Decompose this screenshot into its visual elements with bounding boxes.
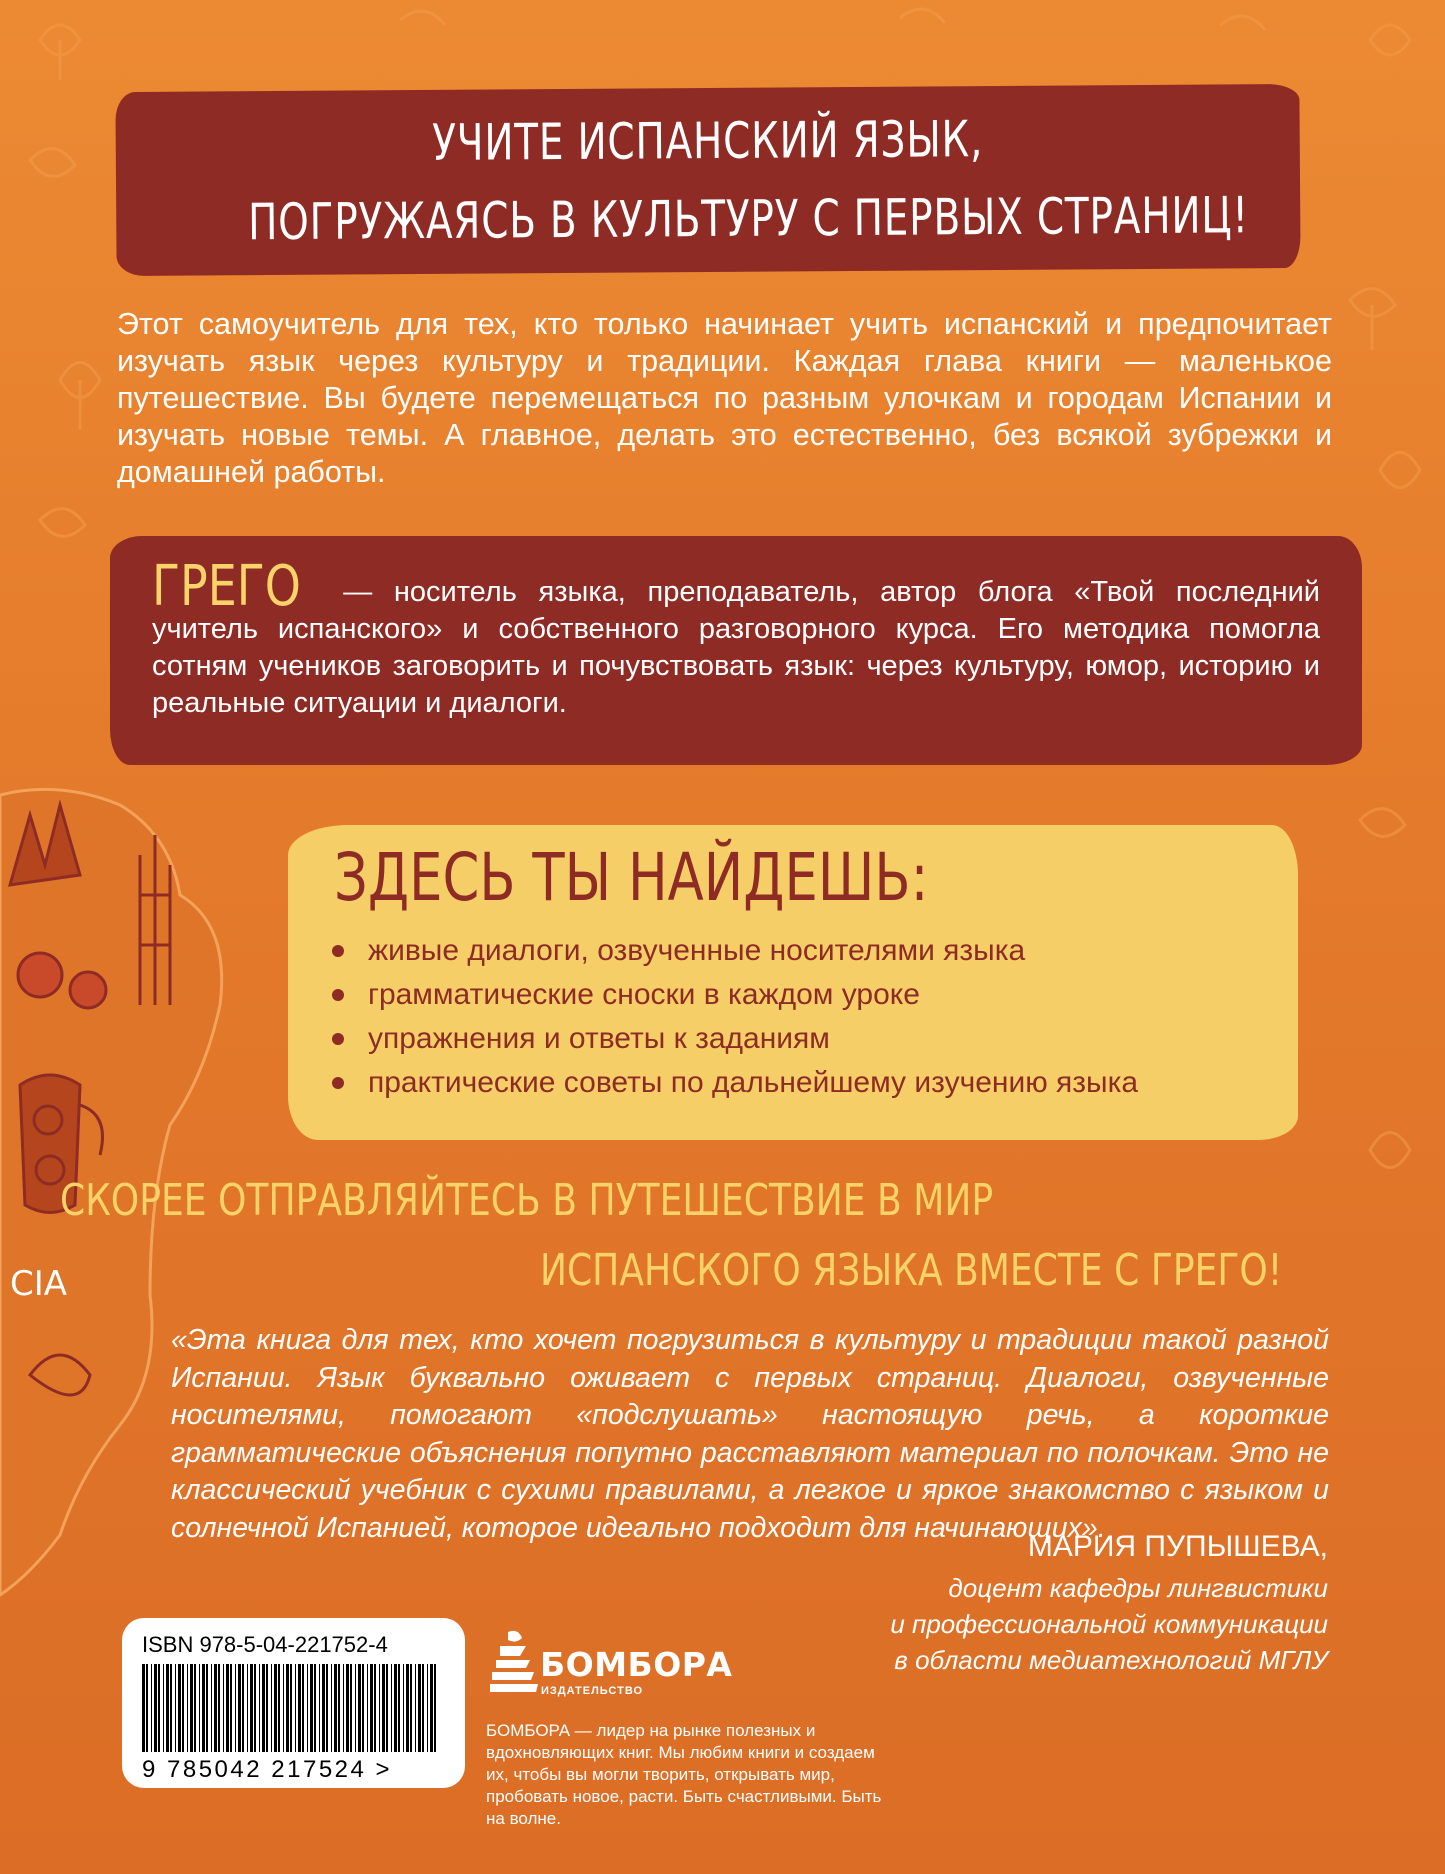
barcode-bar — [343, 1664, 344, 1752]
barcode-bar — [175, 1664, 176, 1752]
author-name: ГРЕГО — [152, 554, 301, 619]
features-box — [288, 825, 1298, 1140]
barcode-bar — [430, 1664, 433, 1752]
headline-line-2: ПОГРУЖАЯСЬ В КУЛЬТУРУ С ПЕРВЫХ СТРАНИЦ! — [247, 186, 1249, 252]
bombora-logo-icon — [490, 1628, 540, 1698]
barcode-bar — [295, 1664, 296, 1752]
barcode-bar — [374, 1664, 376, 1752]
list-item — [332, 929, 1138, 973]
barcode-bar — [182, 1664, 184, 1752]
barcode-bar — [190, 1664, 193, 1752]
barcode-bar — [178, 1664, 181, 1752]
barcode-bar — [415, 1664, 416, 1752]
barcode-bar — [310, 1664, 313, 1752]
feature-text: грамматические сноски в каждом уроке — [368, 978, 920, 1011]
barcode-bar — [370, 1664, 373, 1752]
call-to-action-line-1: СКОРЕЕ ОТПРАВЛЯЙТЕСЬ В ПУТЕШЕСТВИЕ В МИР — [60, 1175, 994, 1226]
barcode-bar — [322, 1664, 325, 1752]
call-to-action-line-2: ИСПАНСКОГО ЯЗЫКА ВМЕСТЕ С ГРЕГО! — [540, 1245, 1283, 1296]
barcode-bar — [422, 1664, 424, 1752]
reviewer-name: МАРИЯ ПУПЫШЕВА, — [1027, 1530, 1328, 1563]
barcode-bar — [266, 1664, 268, 1752]
barcode-bar — [286, 1664, 289, 1752]
barcode-bar — [146, 1664, 148, 1752]
author-banner — [112, 538, 1360, 763]
barcode-bar — [194, 1664, 196, 1752]
barcode-bar — [158, 1664, 160, 1752]
barcode-bar — [242, 1664, 244, 1752]
barcode-bar — [298, 1664, 301, 1752]
barcode-bar — [331, 1664, 332, 1752]
reviewer-role-line: и профессиональной коммуникации — [890, 1609, 1328, 1639]
barcode-bar — [271, 1664, 272, 1752]
bullet-icon — [332, 945, 344, 957]
headline-line-1: УЧИТЕ ИСПАНСКИЙ ЯЗЫК, — [432, 110, 984, 172]
barcode-bar — [223, 1664, 224, 1752]
barcode-bar — [398, 1664, 400, 1752]
intro-paragraph: Этот самоучитель для тех, кто только начинает учить испанский и предпочитает изучать язык через культуру и традиции. Каждая глава книги — маленькое путешествие. Вы будете перемещаться по разным улочкам и городам Испании и изучать новые темы. А главное, делать это естественно, без всякой зубрежки и домашней работы. — [117, 307, 1332, 489]
barcode-bar — [379, 1664, 380, 1752]
barcode-bar — [338, 1664, 340, 1752]
barcode-bar — [170, 1664, 172, 1752]
barcode-bar — [247, 1664, 248, 1752]
publisher-subtitle: ИЗДАТЕЛЬСТВО — [541, 1685, 644, 1697]
barcode-bar — [386, 1664, 388, 1752]
barcode-bar — [355, 1664, 356, 1752]
review-quote: «Эта книга для тех, кто хочет погрузиться в культуру и традиции такой разной Испании. Язык буквально оживает с первых страниц. Диалоги, озвученные носителями, помогают «подслушать» настоящую речь, а короткие грамматические объяснения попутно расставляют материал по полочкам. Это не классический учебник с сухими правилами, а легкое и яркое знакомство с языком и солнечной Испанией, которое идеально подходит для начинающих». — [171, 1324, 1329, 1544]
barcode-bar — [235, 1664, 236, 1752]
author-bio-text: — носитель языка, преподаватель, автор блога «Твой последний учитель испанского» и собственного разговорного курса. Его методика помогла сотням учеников заговорить и почувствовать язык: через культуру, юмор, историю и реальные ситуации и диалоги. — [152, 576, 1320, 719]
barcode-bar — [403, 1664, 404, 1752]
author-bio — [152, 554, 1320, 722]
feature-text: практические советы по дальнейшему изучению языка — [368, 1066, 1139, 1099]
barcode-number: 9 785042 217524 > — [142, 1756, 393, 1783]
barcode-bar — [254, 1664, 256, 1752]
barcode-bar — [346, 1664, 349, 1752]
reviewer-role — [890, 1570, 1328, 1678]
barcode-bar — [202, 1664, 205, 1752]
feature-text: живые диалоги, озвученные носителями языка — [368, 934, 1026, 967]
barcode-bar — [427, 1664, 428, 1752]
bullet-icon — [332, 989, 344, 1001]
features-title: ЗДЕСЬ ТЫ НАЙДЕШЬ: — [334, 839, 929, 916]
barcode-bar — [410, 1664, 412, 1752]
barcode-bar — [199, 1664, 200, 1752]
barcode-bar — [334, 1664, 337, 1752]
bullet-icon — [332, 1033, 344, 1045]
barcode-bar — [278, 1664, 280, 1752]
barcode-bar — [290, 1664, 292, 1752]
barcode-bar — [262, 1664, 265, 1752]
reviewer-role-line: доцент кафедры лингвистики — [948, 1573, 1328, 1603]
bullet-icon — [332, 1077, 344, 1089]
isbn-text: ISBN 978-5-04-221752-4 — [142, 1632, 388, 1657]
barcode-bar — [283, 1664, 284, 1752]
barcode-bar — [214, 1664, 217, 1752]
list-item — [332, 1017, 1138, 1061]
publisher-name: БОМБОРА — [540, 1645, 733, 1684]
headline-banner — [117, 86, 1298, 274]
barcode-bar — [226, 1664, 229, 1752]
barcode-bar — [307, 1664, 308, 1752]
barcode-bar — [187, 1664, 188, 1752]
barcode-bar — [274, 1664, 277, 1752]
barcode-bar — [394, 1664, 397, 1752]
barcode-bar — [391, 1664, 392, 1752]
barcode-bar — [314, 1664, 316, 1752]
map-label: CIA — [10, 1264, 68, 1304]
barcode-bar — [259, 1664, 260, 1752]
barcode-bar — [319, 1664, 320, 1752]
reviewer-role-line: в области медиатехнологий МГЛУ — [894, 1645, 1328, 1675]
barcode-bar — [358, 1664, 361, 1752]
barcode-bar — [218, 1664, 220, 1752]
barcode-bar — [206, 1664, 208, 1752]
barcode-bar — [326, 1664, 328, 1752]
feature-text: упражнения и ответы к заданиям — [368, 1022, 830, 1055]
barcode-bar — [382, 1664, 385, 1752]
list-item — [332, 973, 1138, 1017]
barcode-bar — [406, 1664, 409, 1752]
features-list — [332, 929, 1138, 1105]
barcode-bar — [350, 1664, 352, 1752]
barcode-bar — [230, 1664, 232, 1752]
barcode-bar — [362, 1664, 364, 1752]
barcode-bar — [211, 1664, 212, 1752]
barcode-box — [122, 1618, 465, 1788]
publisher-description: БОМБОРА — лидер на рынке полезных и вдохновляющих книг. Мы любим книги и создаем их, чтобы вы могли творить, открывать мир, пробовать новое, расти. Быть счастливыми. Быть на волне. — [486, 1721, 882, 1828]
barcode-bar — [250, 1664, 253, 1752]
barcode-bar — [367, 1664, 368, 1752]
barcode-bar — [154, 1664, 157, 1752]
barcode-bar — [418, 1664, 421, 1752]
barcode-bar — [166, 1664, 169, 1752]
list-item — [332, 1061, 1138, 1105]
barcode-bar — [238, 1664, 241, 1752]
barcode-icon — [138, 1664, 448, 1756]
barcode-bar — [151, 1664, 152, 1752]
barcode-bar — [302, 1664, 304, 1752]
barcode-bar — [434, 1664, 436, 1752]
barcode-bar — [142, 1664, 145, 1752]
barcode-bar — [163, 1664, 164, 1752]
